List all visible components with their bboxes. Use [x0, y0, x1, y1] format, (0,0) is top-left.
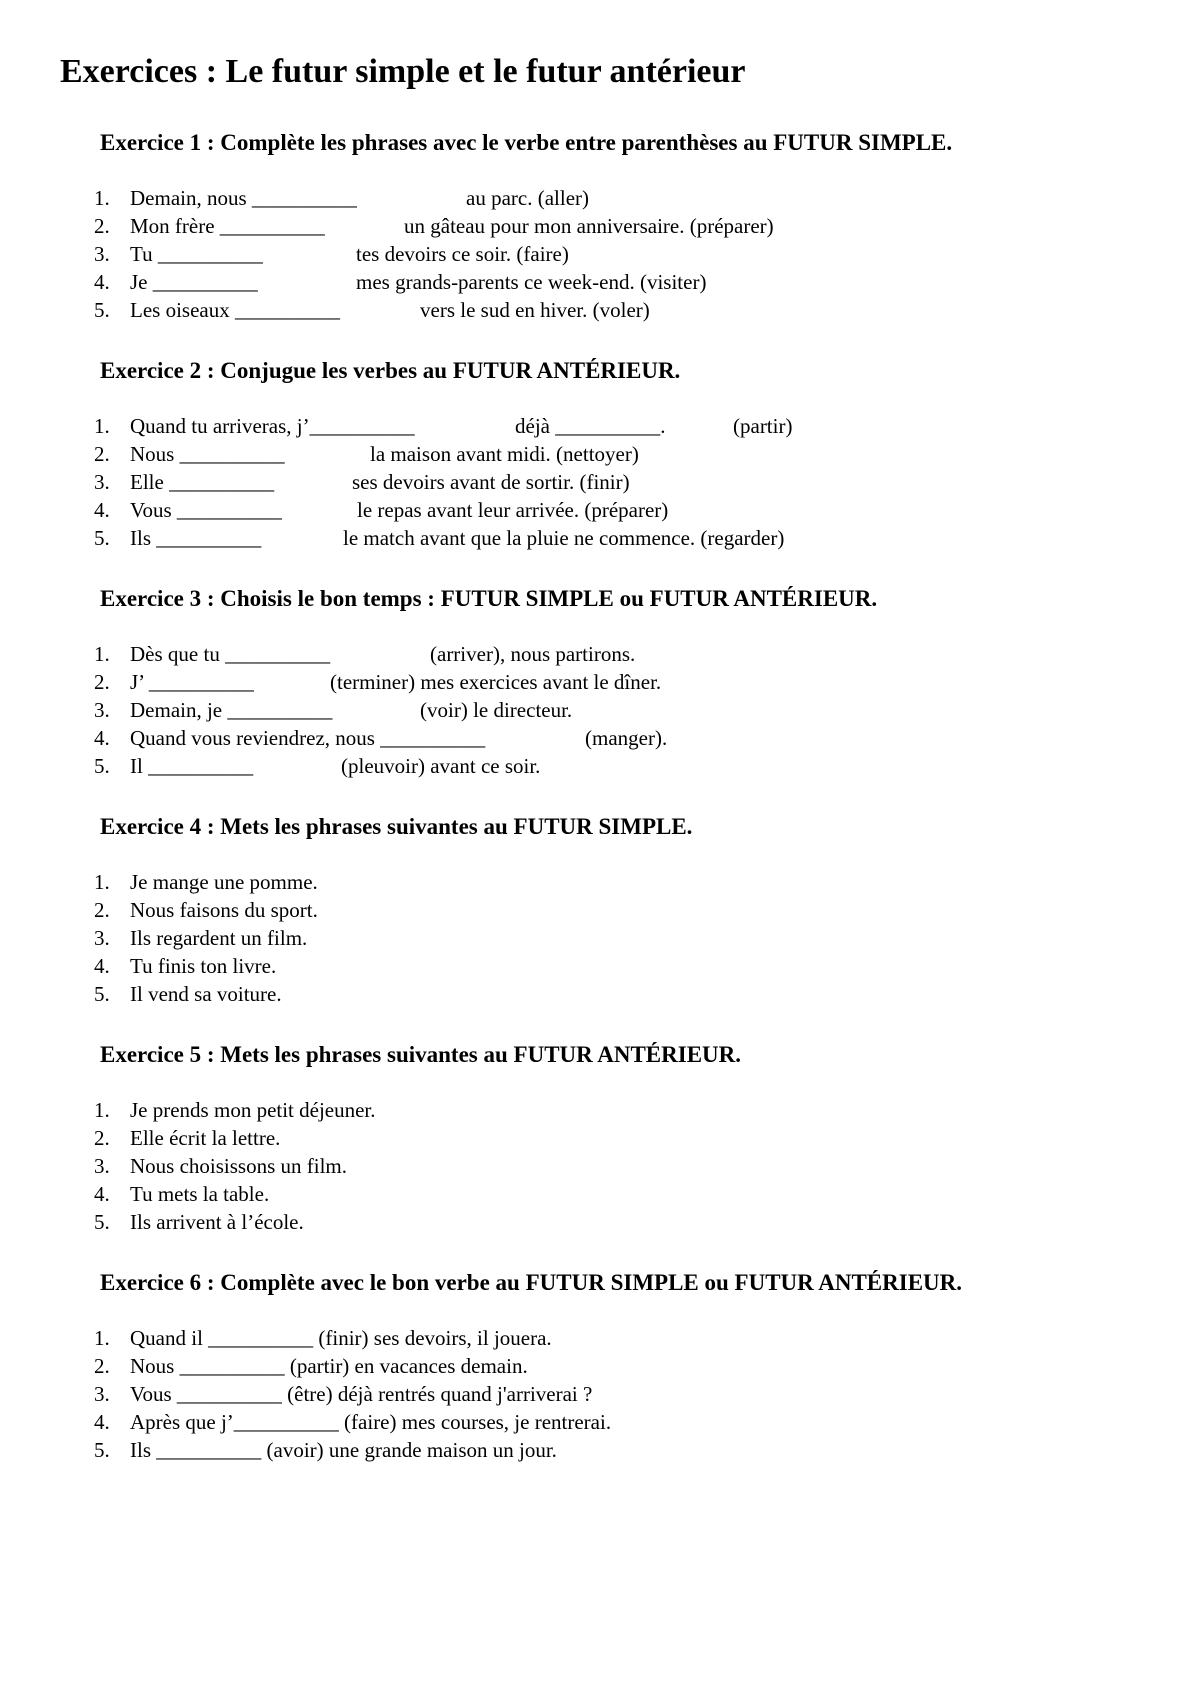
exercise-6-item [0, 1352, 1200, 1380]
item-text: Nous __________ [130, 442, 285, 466]
item-text: Ils __________ (avoir) une grande maison un jour. [130, 1438, 557, 1462]
exercise-3-item [0, 668, 1200, 696]
item-number: 1. [94, 870, 110, 894]
item-number: 4. [94, 726, 110, 750]
item-text: Dès que tu __________ [130, 642, 331, 666]
item-number: 3. [94, 242, 110, 266]
item-number: 5. [94, 754, 110, 778]
item-text: au parc. (aller) [466, 186, 589, 210]
exercise-5-item [0, 1180, 1200, 1208]
item-number: 5. [94, 526, 110, 550]
item-text: Les oiseaux __________ [130, 298, 340, 322]
item-text: (pleuvoir) avant ce soir. [341, 754, 541, 778]
item-text: Vous __________ (être) déjà rentrés quand j'arriverai ? [130, 1382, 593, 1406]
exercise-5-heading: Exercice 5 : Mets les phrases suivantes au FUTUR ANTÉRIEUR. [100, 1042, 742, 1067]
item-text: Elle __________ [130, 470, 275, 494]
item-text: J’ __________ [130, 670, 254, 694]
item-number: 4. [94, 954, 110, 978]
item-number: 1. [94, 1098, 110, 1122]
item-number: 4. [94, 1410, 110, 1434]
item-text: Après que j’__________ (faire) mes courses, je rentrerai. [130, 1410, 612, 1434]
item-text: le repas avant leur arrivée. (préparer) [357, 498, 669, 522]
item-text: (partir) [733, 414, 793, 438]
exercise-6-item [0, 1324, 1200, 1352]
item-number: 4. [94, 498, 110, 522]
exercise-1-item [0, 268, 1200, 296]
item-number: 1. [94, 1326, 110, 1350]
item-text: Quand tu arriveras, j’__________ [130, 414, 415, 438]
exercise-2-item [0, 440, 1200, 468]
exercise-6-item [0, 1436, 1200, 1464]
item-text: Je mange une pomme. [130, 870, 318, 894]
item-text: (terminer) mes exercices avant le dîner. [330, 670, 662, 694]
item-number: 5. [94, 982, 110, 1006]
item-number: 3. [94, 470, 110, 494]
item-text: Elle écrit la lettre. [130, 1126, 281, 1150]
item-text: (arriver), nous partirons. [430, 642, 636, 666]
item-text: déjà __________. [515, 414, 666, 438]
item-number: 2. [94, 214, 110, 238]
item-text: Ils regardent un film. [130, 926, 308, 950]
item-number: 5. [94, 1438, 110, 1462]
exercise-2-item [0, 496, 1200, 524]
page-title: Exercices : Le futur simple et le futur antérieur [60, 53, 746, 90]
exercise-1-heading: Exercice 1 : Complète les phrases avec le verbe entre parenthèses au FUTUR SIMPLE. [100, 130, 953, 155]
item-text: Demain, je __________ [130, 698, 333, 722]
item-number: 1. [94, 186, 110, 210]
item-text: tes devoirs ce soir. (faire) [356, 242, 569, 266]
item-number: 1. [94, 414, 110, 438]
exercise-5-item [0, 1096, 1200, 1124]
item-number: 1. [94, 642, 110, 666]
exercise-4-heading: Exercice 4 : Mets les phrases suivantes au FUTUR SIMPLE. [100, 814, 693, 839]
exercise-3-item [0, 724, 1200, 752]
item-text: la maison avant midi. (nettoyer) [370, 442, 639, 466]
item-text: Demain, nous __________ [130, 186, 357, 210]
item-text: Quand vous reviendrez, nous __________ [130, 726, 486, 750]
item-number: 3. [94, 698, 110, 722]
exercise-1-item [0, 240, 1200, 268]
item-text: Ils arrivent à l’école. [130, 1210, 304, 1234]
exercise-1-item [0, 184, 1200, 212]
item-number: 4. [94, 270, 110, 294]
item-text: Je prends mon petit déjeuner. [130, 1098, 376, 1122]
item-text: Quand il __________ (finir) ses devoirs, il jouera. [130, 1326, 552, 1350]
exercise-2-heading: Exercice 2 : Conjugue les verbes au FUTUR ANTÉRIEUR. [100, 358, 681, 383]
exercise-3-heading: Exercice 3 : Choisis le bon temps : FUTUR SIMPLE ou FUTUR ANTÉRIEUR. [100, 586, 878, 611]
item-text: (manger). [585, 726, 668, 750]
item-text: (voir) le directeur. [420, 698, 573, 722]
exercise-4-item [0, 868, 1200, 896]
item-text: Vous __________ [130, 498, 282, 522]
exercise-4-item [0, 980, 1200, 1008]
item-number: 2. [94, 670, 110, 694]
exercise-2-item [0, 468, 1200, 496]
item-text: Il __________ [130, 754, 254, 778]
exercise-6-heading: Exercice 6 : Complète avec le bon verbe au FUTUR SIMPLE ou FUTUR ANTÉRIEUR. [100, 1270, 963, 1295]
exercise-2-item [0, 524, 1200, 552]
item-text: mes grands-parents ce week-end. (visiter) [356, 270, 707, 294]
item-number: 2. [94, 898, 110, 922]
item-number: 5. [94, 1210, 110, 1234]
exercise-4-item [0, 924, 1200, 952]
item-text: le match avant que la pluie ne commence. (regarder) [343, 526, 785, 550]
item-text: Nous choisissons un film. [130, 1154, 348, 1178]
exercise-6-item [0, 1380, 1200, 1408]
item-text: Tu finis ton livre. [130, 954, 277, 978]
item-number: 3. [94, 1382, 110, 1406]
item-number: 5. [94, 298, 110, 322]
item-text: Nous __________ (partir) en vacances demain. [130, 1354, 528, 1378]
item-text: Mon frère __________ [130, 214, 325, 238]
item-text: vers le sud en hiver. (voler) [420, 298, 650, 322]
item-number: 3. [94, 1154, 110, 1178]
exercise-2-item [0, 412, 1200, 440]
exercise-4-item [0, 952, 1200, 980]
item-text: Tu __________ [130, 242, 263, 266]
exercise-6-item [0, 1408, 1200, 1436]
item-text: Il vend sa voiture. [130, 982, 282, 1006]
exercise-4-item [0, 896, 1200, 924]
exercise-5-item [0, 1152, 1200, 1180]
item-text: Je __________ [130, 270, 258, 294]
exercise-1-item [0, 212, 1200, 240]
exercise-3-item [0, 752, 1200, 780]
item-text: un gâteau pour mon anniversaire. (préparer) [404, 214, 774, 238]
item-number: 4. [94, 1182, 110, 1206]
item-number: 2. [94, 442, 110, 466]
item-text: Ils __________ [130, 526, 262, 550]
item-number: 2. [94, 1354, 110, 1378]
item-number: 3. [94, 926, 110, 950]
exercise-3-item [0, 696, 1200, 724]
exercise-5-item [0, 1208, 1200, 1236]
item-text: Tu mets la table. [130, 1182, 270, 1206]
item-text: ses devoirs avant de sortir. (finir) [352, 470, 630, 494]
exercise-3-item [0, 640, 1200, 668]
exercise-5-item [0, 1124, 1200, 1152]
item-number: 2. [94, 1126, 110, 1150]
exercise-1-item [0, 296, 1200, 324]
item-text: Nous faisons du sport. [130, 898, 318, 922]
